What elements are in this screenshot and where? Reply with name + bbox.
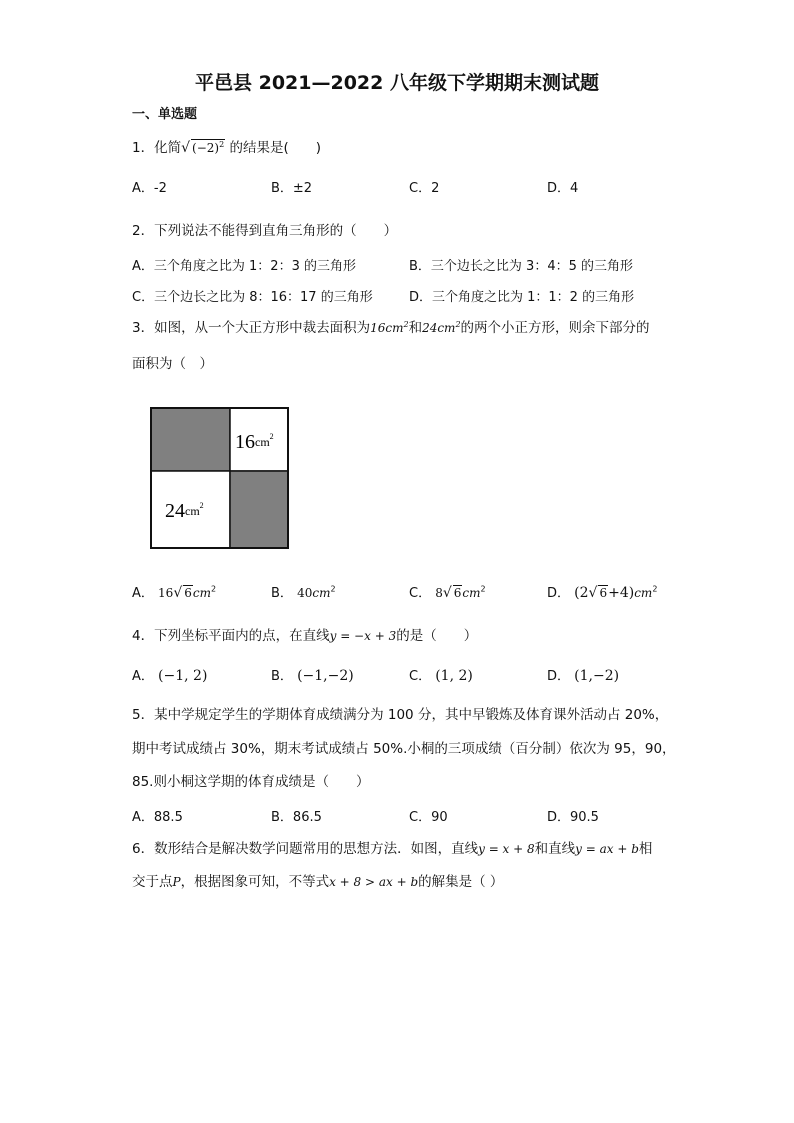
shaded-square-top-left <box>151 408 230 471</box>
q3-option-a[interactable]: A． 16√ $6cm^2$ <box>132 584 217 601</box>
q6-line-1-expression: y = x + 8 <box>478 842 535 856</box>
q5-option-c[interactable]: C．90 <box>409 810 448 825</box>
q6-point-p: P <box>172 875 181 889</box>
label-24: $24cm^2$ <box>165 500 204 522</box>
sqrt-icon: √ <box>442 585 452 601</box>
q4-line-expression: y = −x + 3 <box>329 629 397 643</box>
q3-option-b[interactable]: B． $40cm^2$ <box>271 584 336 601</box>
q3-option-c[interactable]: C． 8√ $6cm^2$ <box>409 584 486 601</box>
sqrt-icon: √ <box>173 585 183 601</box>
q3-option-d[interactable]: D． (2√ $6+4)cm^2$ <box>547 584 658 601</box>
q3-area-2: $24cm^2$ <box>422 320 461 335</box>
question-3-line-1: 3．如图，从一个大正方形中裁去面积为$16cm^2$和$24cm^2$的两个小正方形，则余下部分的 <box>132 320 650 336</box>
question-6-line-1: 6．数形结合是解决数学问题常用的思想方法．如图，直线y = x + 8和直线y = ax + b相 <box>132 841 653 857</box>
question-5-line-1: 5．某中学规定学生的学期体育成绩满分为 100 分，其中早锻炼及体育课外活动占 20%， <box>132 707 669 723</box>
q1-option-d[interactable]: D．4 <box>547 181 579 196</box>
q2-option-d[interactable]: D．三个角度之比为 1：1：2 的三角形 <box>409 290 635 305</box>
q2-option-a[interactable]: A．三个角度之比为 1：2：3 的三角形 <box>132 259 356 274</box>
q4-option-c[interactable]: C． (1, 2) <box>409 668 473 684</box>
q1-option-a[interactable]: A．-2 <box>132 181 167 196</box>
section-heading: 一、单选题 <box>132 107 198 122</box>
shaded-square-bottom-right <box>230 471 288 548</box>
q1-radicand: $(-2)^2$ <box>192 140 225 155</box>
q3-area-1: $16cm^2$ <box>370 320 409 335</box>
page-title: 平邑县 2021—2022 八年级下学期期末测试题 <box>195 72 599 94</box>
q2-option-b[interactable]: B．三个边长之比为 3：4：5 的三角形 <box>409 259 633 274</box>
sqrt-icon: √ <box>181 140 191 156</box>
question-6-line-2: 交于点P，根据图象可知，不等式x + 8 > ax + b的解集是（ ） <box>132 874 504 890</box>
q1-option-c[interactable]: C．2 <box>409 181 440 196</box>
q4-option-b[interactable]: B． (−1,−2) <box>271 668 354 684</box>
q5-option-b[interactable]: B．86.5 <box>271 810 322 825</box>
label-16: $16cm^2$ <box>235 431 274 453</box>
q1-suffix: 的结果是( ) <box>229 140 322 156</box>
question-5-line-3: 85.则小桐这学期的体育成绩是（ ） <box>132 774 370 790</box>
q3-figure <box>148 405 292 551</box>
question-1 <box>132 136 321 156</box>
q4-option-d[interactable]: D． (1,−2) <box>547 668 620 684</box>
q4-option-a[interactable]: A． (−1, 2) <box>132 668 208 684</box>
q2-option-c[interactable]: C．三个边长之比为 8：16：17 的三角形 <box>132 290 373 305</box>
q1-prefix: 1．化简 <box>132 140 182 156</box>
q6-line-2-expression: y = ax + b <box>575 842 639 856</box>
question-2: 2．下列说法不能得到直角三角形的（ ） <box>132 223 398 239</box>
q5-option-d[interactable]: D．90.5 <box>547 810 599 825</box>
q5-option-a[interactable]: A．88.5 <box>132 810 183 825</box>
question-5-line-2: 期中考试成绩占 30%，期末考试成绩占 50%.小桐的三项成绩（百分制）依次为 95，90， <box>132 741 676 757</box>
q6-inequality: x + 8 > ax + b <box>329 875 419 889</box>
sqrt-icon: √ <box>588 585 598 601</box>
question-4: 4．下列坐标平面内的点，在直线y = −x + 3的是（ ） <box>132 628 478 644</box>
question-3-line-2: 面积为（ ） <box>132 356 213 372</box>
q1-option-b[interactable]: B．±2 <box>271 181 313 196</box>
